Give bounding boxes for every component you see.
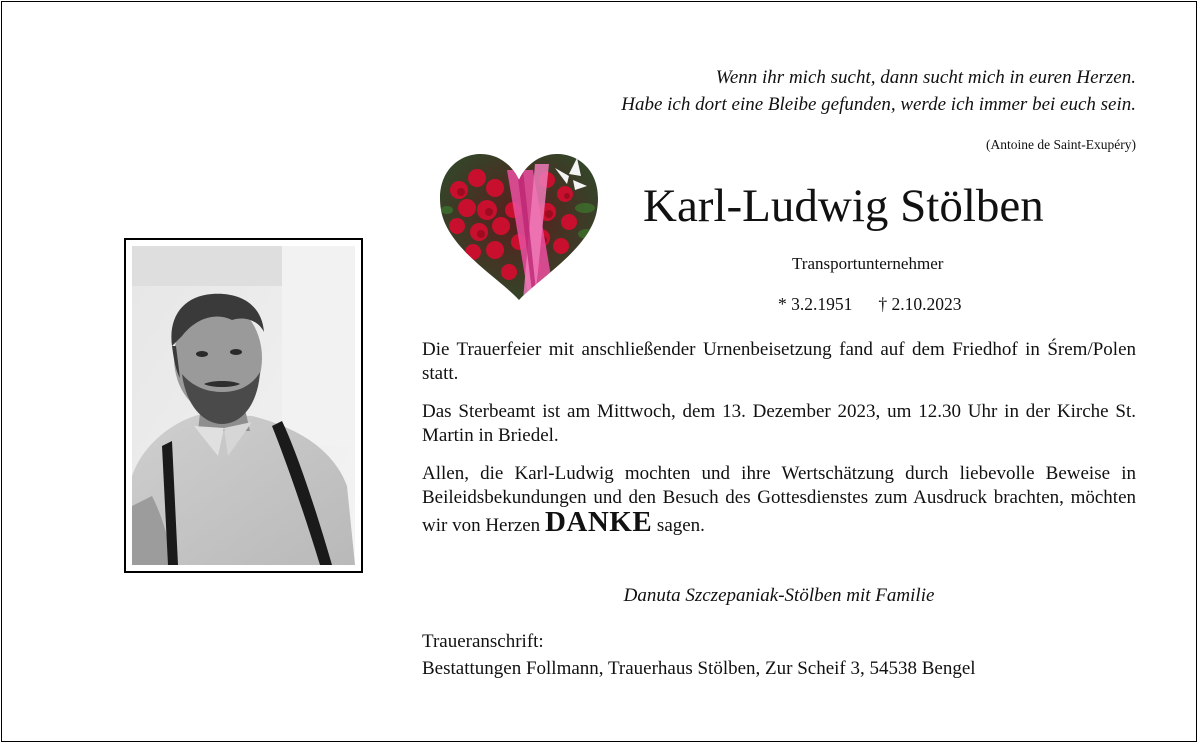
- heart-roses-image: [437, 150, 601, 302]
- thanks-closing: sagen.: [656, 515, 705, 536]
- life-dates: [778, 294, 962, 315]
- deceased-profession: Transportunternehmer: [792, 254, 944, 273]
- quote-line-2: Habe ich dort eine Bleibe gefunden, werde ich immer bei euch sein.: [621, 94, 1136, 115]
- epigraph-quote: [416, 64, 1136, 118]
- mourning-address: [422, 628, 976, 682]
- family-signature: Danuta Szczepaniak-Stölben mit Familie: [623, 585, 935, 606]
- quote-source: (Antoine de Saint-Exupéry): [986, 137, 1136, 152]
- danke-emphasis: DANKE: [544, 506, 653, 538]
- portrait-frame: [124, 238, 363, 573]
- paragraph-thanks: [422, 462, 1136, 538]
- thanks-text: Allen, die Karl-Ludwig mochten und ihre Wertschätzung durch liebevolle Beweise in Beileidsbekundungen und den Besuch des Gottesdienstes zum Ausdruck brachten, möchten wir von Herzen: [422, 463, 1136, 536]
- deceased-name: Karl-Ludwig Stölben: [643, 180, 1044, 232]
- announcement-text: [422, 338, 1136, 552]
- address-value: Bestattungen Follmann, Trauerhaus Stölben, Zur Scheif 3, 54538 Bengel: [422, 658, 976, 679]
- paragraph-funeral: Die Trauerfeier mit anschließender Urnenbeisetzung fand auf dem Friedhof in Śrem/Polen statt.: [422, 339, 1136, 384]
- death-date: † 2.10.2023: [878, 294, 962, 314]
- portrait-photo: [132, 246, 355, 565]
- quote-line-1: Wenn ihr mich sucht, dann sucht mich in euren Herzen.: [715, 67, 1136, 88]
- birth-date: * 3.2.1951: [778, 294, 853, 314]
- address-label: Traueranschrift:: [422, 631, 544, 652]
- paragraph-requiem: Das Sterbeamt ist am Mittwoch, dem 13. Dezember 2023, um 12.30 Uhr in der Kirche St. Martin in Briedel.: [422, 401, 1136, 446]
